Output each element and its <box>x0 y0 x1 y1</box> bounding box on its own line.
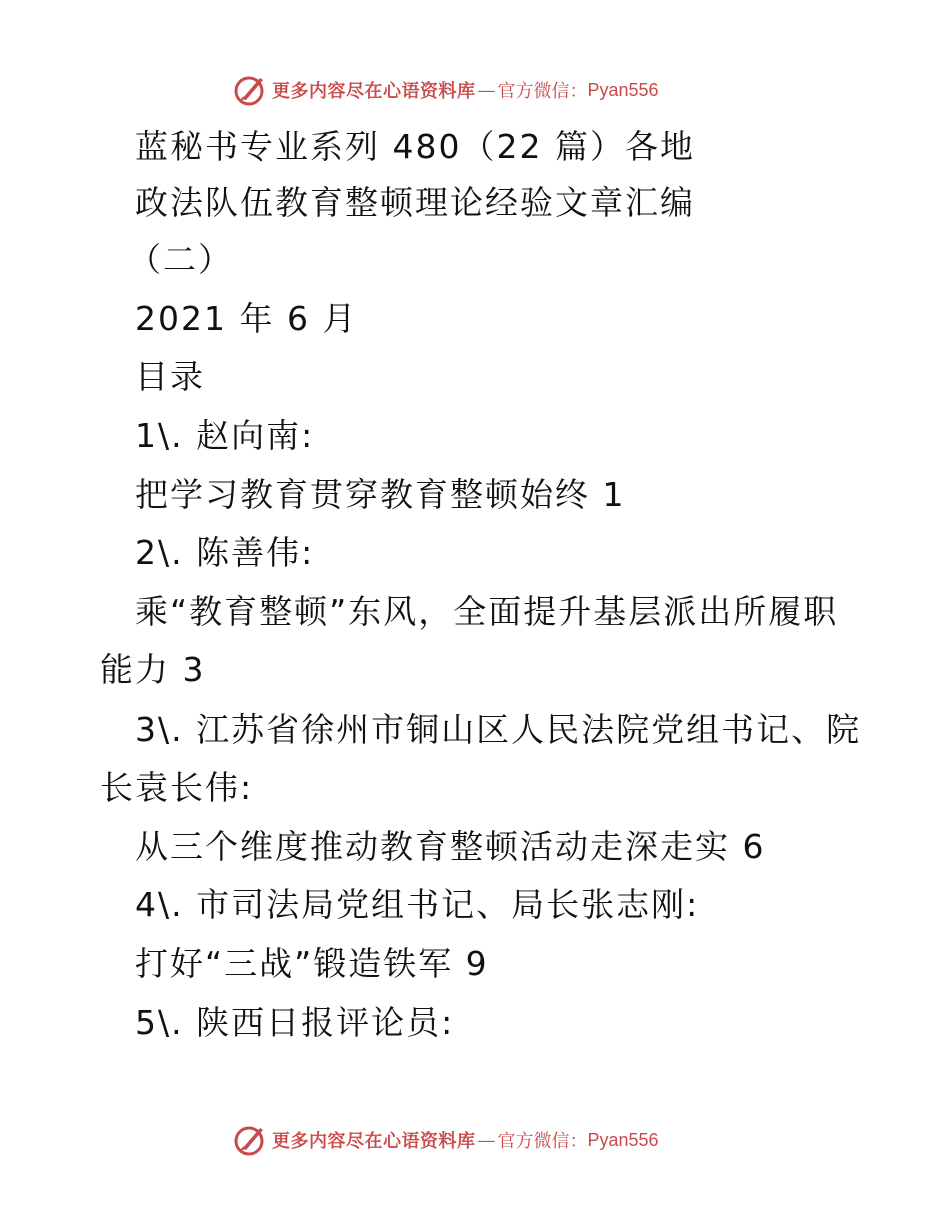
toc-heading: 目录 <box>135 357 205 396</box>
title-line-3: （二） <box>128 240 233 279</box>
header-watermark-banner <box>232 70 712 110</box>
banner-wechat-id: Pyan556 <box>587 1129 659 1150</box>
banner-dash: — <box>477 1129 496 1151</box>
banner-dash: — <box>477 79 496 101</box>
toc-item-2-author: 2\. 陈善伟: <box>135 533 315 572</box>
banner-official-label: 官方微信： <box>497 81 588 102</box>
banner-official-label: 官方微信： <box>497 1131 588 1152</box>
toc-item-4-title: 打好“三战”锻造铁军 9 <box>135 944 489 983</box>
banner-main-text: 更多内容尽在心语资料库 <box>272 1131 476 1152</box>
toc-item-4-author: 4\. 市司法局党组书记、局长张志刚: <box>135 885 700 924</box>
toc-item-3-author-part1: 3\. 江苏省徐州市铜山区人民法院党组书记、院 <box>135 710 862 749</box>
title-line-2: 政法队伍教育整顿理论经验文章汇编 <box>135 183 695 222</box>
quill-logo-icon <box>232 72 268 108</box>
quill-logo-icon <box>232 1122 268 1158</box>
toc-item-3-title: 从三个维度推动教育整顿活动走深走实 6 <box>135 827 766 866</box>
banner-main-text: 更多内容尽在心语资料库 <box>272 81 476 102</box>
banner-wechat-id: Pyan556 <box>587 79 659 100</box>
document-date: 2021 年 6 月 <box>135 299 358 338</box>
toc-item-2-title-part1: 乘“教育整顿”东风，全面提升基层派出所履职 <box>135 592 839 631</box>
toc-item-2-title-part2: 能力 3 <box>100 650 206 689</box>
toc-item-1-title: 把学习教育贯穿教育整顿始终 1 <box>135 475 626 514</box>
toc-item-1-author: 1\. 赵向南: <box>135 416 315 455</box>
title-line-1: 蓝秘书专业系列 480（22 篇）各地 <box>135 127 695 166</box>
toc-item-5-author: 5\. 陕西日报评论员: <box>135 1003 455 1042</box>
footer-watermark-banner <box>232 1120 712 1160</box>
toc-item-3-author-part2: 长袁长伟: <box>100 768 254 807</box>
